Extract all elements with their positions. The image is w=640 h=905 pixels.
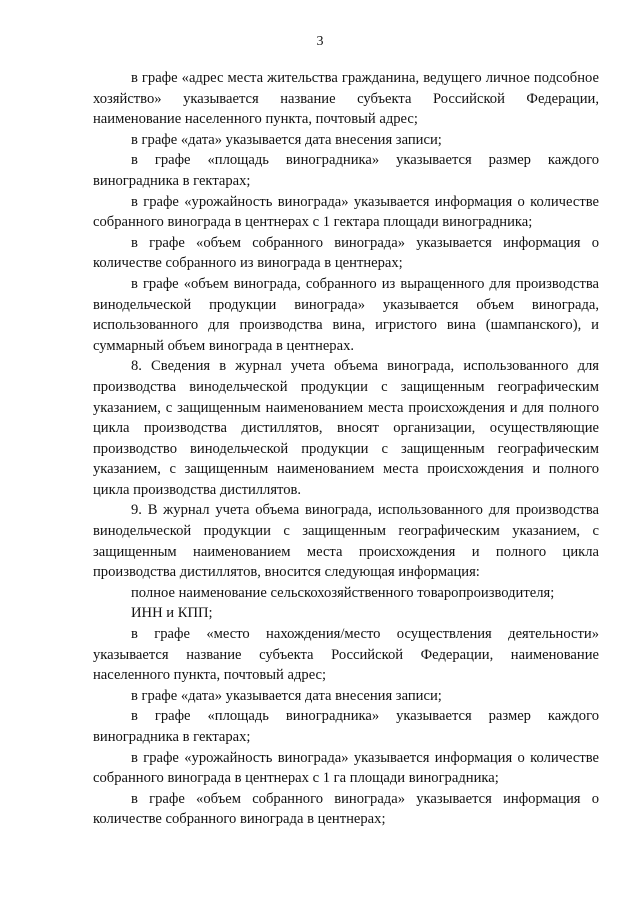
paragraph-grape-yield: в графе «урожайность винограда» указывается информация о количестве собранного винограда в центнерах с 1 гектара площади виноградника; <box>93 193 599 231</box>
paragraph-vineyard-area: в графе «площадь виноградника» указывается размер каждого виноградника в гектарах; <box>93 152 599 189</box>
paragraph-harvested-volume: в графе «объем собранного винограда» указывается информация о количестве собранного из винограда в центнерах; <box>93 234 599 272</box>
paragraph-date-2: в графе «дата» указывается дата внесения записи; <box>131 687 442 704</box>
paragraph-section-9: 9. В журнал учета объема винограда, использованного для производства винодельческой продукции с защищенным географическим указанием, с защищенным наименованием места происхождения и полного цикла производства дистиллятов, вносится следующая информация: <box>93 502 599 581</box>
paragraph-producer-name: полное наименование сельскохозяйственного товаропроизводителя; <box>131 584 555 601</box>
paragraph-inn-kpp: ИНН и КПП; <box>131 605 213 622</box>
paragraph-residence-address: в графе «адрес места жительства гражданина, ведущего личное подсобное хозяйство» указывается название субъекта Российской Федерации, наименование населенного пункта, почтовый адрес; <box>93 70 599 128</box>
paragraph-activity-location: в графе «место нахождения/место осуществления деятельности» указывается название субъекта Российской Федерации, наименование населенного пункта, почтовый адрес; <box>93 626 599 684</box>
paragraph-date: в графе «дата» указывается дата внесения записи; <box>131 131 442 148</box>
paragraph-grape-yield-2: в графе «урожайность винограда» указывается информация о количестве собранного винограда в центнерах с 1 га площади виноградника; <box>93 749 599 787</box>
paragraph-wine-production-volume: в графе «объем винограда, собранного из выращенного для производства винодельческой продукции винограда» указывается объем винограда, использованного для производства вина, игристого вина (шампанского), и суммарный объем винограда в центнерах. <box>93 275 599 354</box>
paragraph-harvested-volume-2: в графе «объем собранного винограда» указывается информация о количестве собранного винограда в центнерах; <box>93 790 599 828</box>
page-number: 3 <box>316 34 324 49</box>
document-body <box>93 68 599 830</box>
paragraph-vineyard-area-2: в графе «площадь виноградника» указывается размер каждого виноградника в гектарах; <box>93 708 599 745</box>
paragraph-section-8: 8. Сведения в журнал учета объема винограда, использованного для производства винодельческой продукции с защищенным географическим указанием, с защищенным наименованием места происхождения и для полного цикла производства дистиллятов, вносят организации, осуществляющие производство винодельческой продукции с защищенным географическим указанием, с защищенным наименованием места происхождения и полного цикла производства дистиллятов. <box>93 358 599 498</box>
